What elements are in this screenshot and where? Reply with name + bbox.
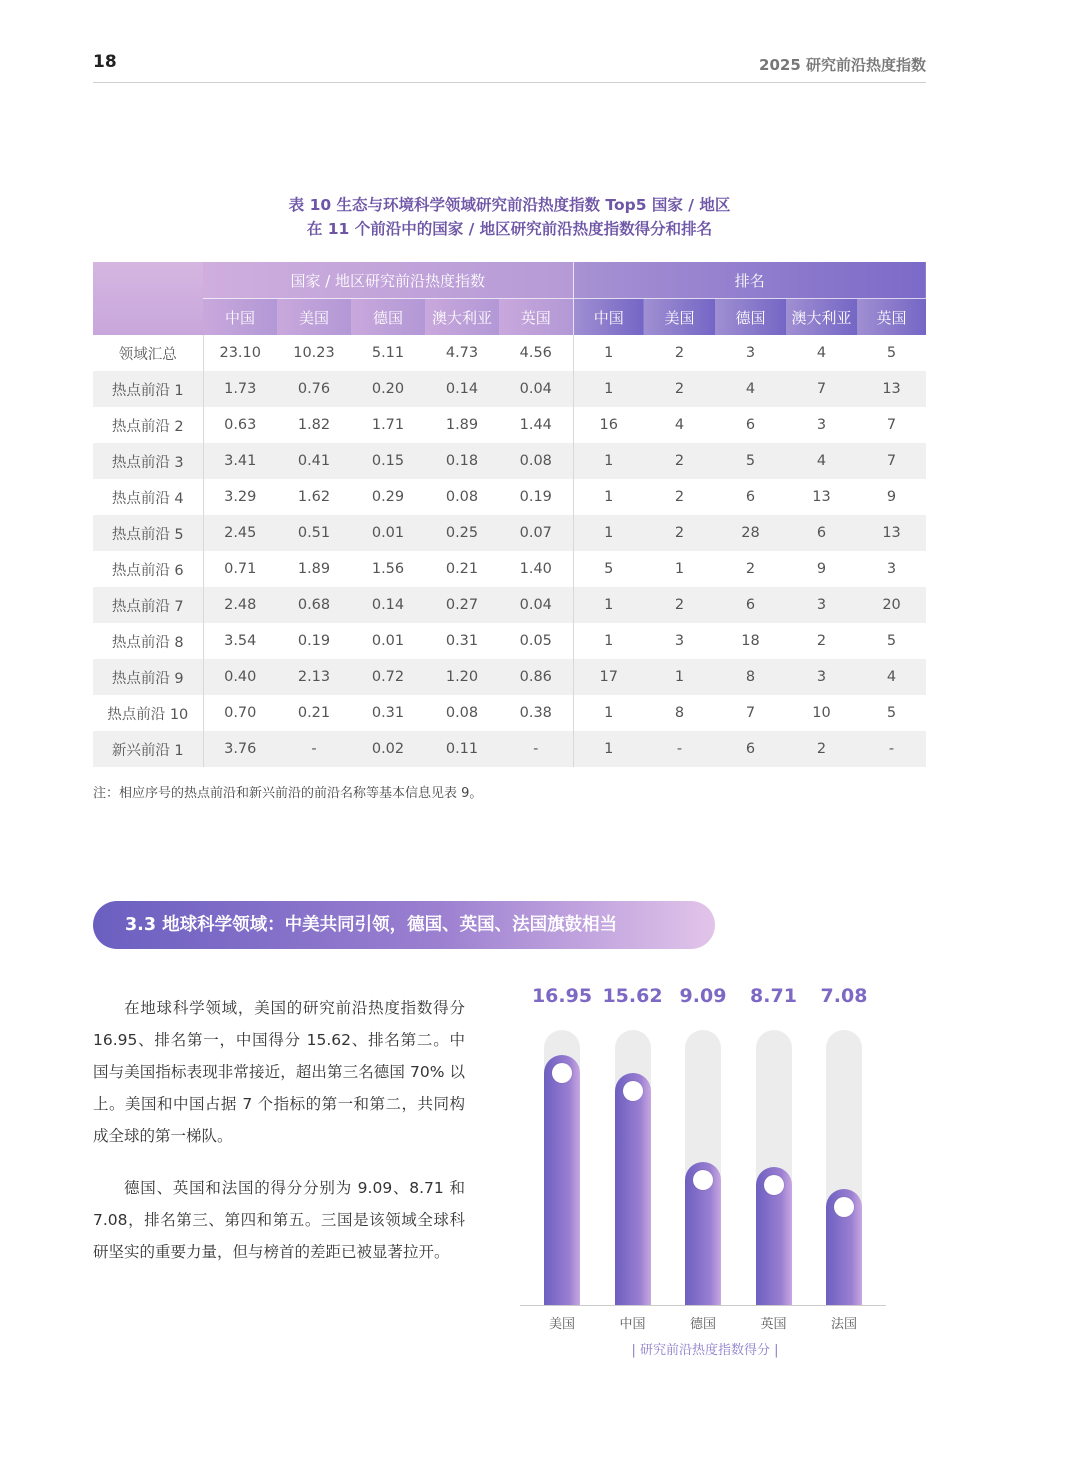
score-cell: 0.15: [351, 443, 425, 479]
score-cell: 0.08: [499, 443, 573, 479]
rank-cell: 5: [886, 705, 897, 721]
rank-cell: 2: [644, 371, 715, 407]
table-row: [93, 479, 926, 515]
score-cell: 1.89: [445, 417, 479, 433]
rank-cell: 1: [573, 623, 644, 659]
rank-cell: 13: [812, 489, 831, 505]
table-row: [93, 731, 926, 767]
report-title: 2025 研究前沿热度指数: [759, 56, 926, 74]
rank-cell: 4: [816, 345, 827, 361]
score-cell: 3.29: [203, 479, 277, 515]
rank-cell: 7: [745, 705, 756, 721]
score-cell: 0.31: [445, 633, 479, 649]
row-label: 热点前沿 8: [111, 634, 184, 651]
score-cell: 2.45: [203, 515, 277, 551]
rank-cell: 17: [573, 659, 644, 695]
score-cell: 0.40: [203, 659, 277, 695]
rank-cell: 3: [674, 633, 685, 649]
rank-cell: 5: [573, 551, 644, 587]
score-cell: 0.19: [297, 633, 331, 649]
rank-cell: 2: [644, 515, 715, 551]
rank-cell: 6: [745, 417, 756, 433]
rank-cell: 13: [857, 515, 926, 551]
row-label: 热点前沿 9: [93, 659, 203, 695]
bar-marker: [623, 1081, 643, 1101]
body-text: [93, 992, 465, 1288]
score-cell: 0.76: [277, 371, 351, 407]
score-header-country: 德国: [351, 299, 425, 336]
score-cell: 2.48: [203, 587, 277, 623]
table-row: [93, 623, 926, 659]
rank-cell: 28: [715, 515, 786, 551]
rank-cell: 4: [715, 371, 786, 407]
rank-group-header: 排名: [573, 262, 926, 299]
score-cell: 0.51: [277, 515, 351, 551]
rank-cell: 5: [886, 633, 897, 649]
bar-category-label: 德国: [689, 1317, 716, 1332]
rank-cell: 4: [857, 659, 926, 695]
rank-cell: 7: [886, 417, 897, 433]
page-number: 18: [93, 52, 117, 72]
rank-cell: -: [857, 731, 926, 767]
bar-category-label: 法国: [830, 1317, 857, 1332]
rank-header-country: 英国: [857, 299, 926, 336]
rank-cell: 1: [573, 695, 644, 731]
score-cell: 0.68: [277, 587, 351, 623]
score-cell: 1.82: [297, 417, 331, 433]
rank-cell: 1: [573, 731, 644, 767]
bar-value-label: 7.08: [820, 985, 868, 1007]
score-cell: 0.19: [519, 489, 552, 505]
score-cell: 0.11: [425, 731, 499, 767]
bar-value-label: 8.71: [750, 985, 797, 1007]
bar-value-label: 16.95: [531, 985, 593, 1007]
score-cell: 0.20: [351, 371, 425, 407]
score-cell: 0.31: [371, 705, 405, 721]
row-label: 新兴前沿 1: [93, 731, 203, 767]
row-label: 热点前沿 2: [111, 418, 184, 435]
rank-cell: 16: [573, 407, 644, 443]
rank-cell: 2: [674, 345, 685, 361]
rank-cell: 4: [786, 443, 857, 479]
rank-cell: 5: [715, 443, 786, 479]
score-cell: 0.70: [203, 695, 277, 731]
score-cell: 0.02: [351, 731, 425, 767]
rank-cell: 8: [715, 659, 786, 695]
table-row: [93, 371, 926, 407]
score-cell: 3.76: [203, 731, 277, 767]
score-cell: 3.41: [203, 443, 277, 479]
rank-cell: 1: [573, 479, 644, 515]
score-cell: 0.04: [499, 371, 573, 407]
rank-cell: 6: [715, 731, 786, 767]
score-cell: 0.08: [445, 705, 479, 721]
table-row: [93, 407, 926, 443]
rank-cell: 3: [786, 659, 857, 695]
bar-value-label: 9.09: [679, 985, 727, 1007]
score-cell: 1.20: [425, 659, 499, 695]
table-caption-line2: 在 11 个前沿中的国家 / 地区研究前沿热度指数得分和排名: [306, 220, 713, 238]
row-label: 热点前沿 4: [111, 490, 184, 507]
section-title: 3.3 地球科学领域：中美共同引领，德国、英国、法国旗鼓相当: [125, 915, 618, 935]
chart-caption: | 研究前沿热度指数得分 |: [631, 1343, 779, 1358]
rank-cell: 1: [573, 443, 644, 479]
score-cell: 0.21: [445, 561, 479, 577]
row-label: 热点前沿 5: [93, 515, 203, 551]
rank-cell: 20: [857, 587, 926, 623]
score-cell: 23.10: [203, 335, 277, 371]
score-header-country: 中国: [203, 299, 277, 336]
rank-cell: 1: [644, 659, 715, 695]
row-label: 热点前沿 6: [111, 562, 184, 579]
score-cell: 1.44: [519, 417, 552, 433]
score-bar-chart: [520, 985, 890, 1365]
row-label: 热点前沿 10: [107, 706, 189, 723]
table-note: 注：相应序号的热点前沿和新兴前沿的前沿名称等基本信息见表 9。: [93, 786, 483, 801]
score-cell: 2.13: [277, 659, 351, 695]
table-row: [93, 695, 926, 731]
score-cell: 0.14: [351, 587, 425, 623]
score-cell: 1.73: [203, 371, 277, 407]
rank-cell: 2: [786, 731, 857, 767]
bar-marker: [552, 1063, 572, 1083]
score-cell: 5.11: [371, 345, 405, 361]
bar-category-label: 英国: [760, 1317, 787, 1332]
score-header-country: 澳大利亚: [425, 299, 499, 336]
score-cell: 0.21: [297, 705, 331, 721]
bar-value-label: 15.62: [602, 985, 663, 1007]
rank-cell: 7: [786, 371, 857, 407]
table-body: [93, 335, 926, 767]
rank-cell: 6: [715, 587, 786, 623]
score-cell: 0.07: [499, 515, 573, 551]
score-cell: 0.01: [351, 515, 425, 551]
rank-cell: 5: [886, 345, 897, 361]
score-cell: 0.41: [277, 443, 351, 479]
rank-cell: 1: [674, 561, 685, 577]
score-cell: 0.18: [425, 443, 499, 479]
rank-cell: 3: [816, 417, 827, 433]
bar: [615, 1073, 651, 1305]
score-cell: 0.05: [519, 633, 552, 649]
row-label: 热点前沿 3: [93, 443, 203, 479]
rank-cell: 13: [857, 371, 926, 407]
score-cell: 4.73: [445, 345, 479, 361]
rank-cell: 6: [745, 489, 756, 505]
score-cell: 0.14: [425, 371, 499, 407]
country-header-row: [93, 299, 926, 336]
score-rank-table: [93, 262, 926, 767]
rank-cell: 4: [674, 417, 685, 433]
bar-category-label: 中国: [619, 1317, 646, 1332]
score-cell: 0.72: [351, 659, 425, 695]
rank-cell: -: [644, 731, 715, 767]
rank-cell: 9: [886, 489, 897, 505]
rank-cell: 1: [573, 335, 644, 371]
rank-header-country: 德国: [715, 299, 786, 336]
table-row: [93, 587, 926, 623]
rank-header-country: 中国: [573, 299, 644, 336]
score-cell: 0.29: [371, 489, 405, 505]
bar-category-label: 美国: [548, 1317, 575, 1332]
rank-cell: 1: [573, 587, 644, 623]
score-cell: 1.62: [297, 489, 331, 505]
score-cell: 0.27: [425, 587, 499, 623]
score-group-header: 国家 / 地区研究前沿热度指数: [203, 262, 573, 299]
score-cell: 0.01: [371, 633, 405, 649]
score-cell: 0.63: [203, 407, 277, 443]
score-cell: 0.86: [499, 659, 573, 695]
table-caption: [93, 193, 926, 241]
rank-cell: 2: [674, 489, 685, 505]
table-row: [93, 443, 926, 479]
score-cell: 1.89: [297, 561, 331, 577]
score-cell: -: [277, 731, 351, 767]
row-label: 热点前沿 7: [93, 587, 203, 623]
score-cell: 1.56: [371, 561, 405, 577]
page-header: [93, 52, 926, 83]
rank-cell: 6: [786, 515, 857, 551]
score-cell: 1.40: [519, 561, 552, 577]
score-cell: 0.38: [519, 705, 552, 721]
table-corner-cell: [93, 262, 203, 335]
rank-cell: 2: [745, 561, 756, 577]
rank-cell: 9: [816, 561, 827, 577]
rank-cell: 3: [786, 587, 857, 623]
rank-cell: 18: [741, 633, 760, 649]
score-header-country: 美国: [277, 299, 351, 336]
score-cell: 0.08: [445, 489, 479, 505]
row-label: 热点前沿 1: [93, 371, 203, 407]
bar: [544, 1055, 580, 1305]
score-cell: -: [499, 731, 573, 767]
body-paragraph-2: 德国、英国和法国的得分分别为 9.09、8.71 和 7.08，排名第三、第四和第五。三国是该领域全球科研坚实的重要力量，但与榜首的差距已被显著拉开。: [93, 1179, 465, 1261]
section-banner: [93, 901, 715, 949]
table-caption-line1: 表 10 生态与环境科学领域研究前沿热度指数 Top5 国家 / 地区: [288, 196, 731, 214]
rank-cell: 3: [745, 345, 756, 361]
rank-header-country: 美国: [644, 299, 715, 336]
score-cell: 0.71: [203, 551, 277, 587]
rank-cell: 2: [644, 443, 715, 479]
score-cell: 0.04: [499, 587, 573, 623]
row-label: 领域汇总: [118, 346, 177, 363]
table-row: [93, 659, 926, 695]
rank-cell: 10: [812, 705, 831, 721]
chart-baseline: [520, 1305, 886, 1306]
score-cell: 10.23: [293, 345, 335, 361]
rank-cell: 1: [573, 371, 644, 407]
bar-marker: [764, 1175, 784, 1195]
bar-marker: [693, 1170, 713, 1190]
table-row: [93, 515, 926, 551]
rank-cell: 1: [573, 515, 644, 551]
body-paragraph-1: 在地球科学领域，美国的研究前沿热度指数得分 16.95、排名第一，中国得分 15.62、排名第二。中国与美国指标表现非常接近，超出第三名德国 70% 以上。美国和中国占据 7 个指标的第一和第二，共同构成全球的第一梯队。: [93, 999, 465, 1145]
score-header-country: 英国: [499, 299, 573, 336]
bar-marker: [834, 1197, 854, 1217]
score-cell: 4.56: [519, 345, 552, 361]
rank-header-country: 澳大利亚: [786, 299, 857, 336]
rank-cell: 7: [857, 443, 926, 479]
rank-cell: 2: [816, 633, 827, 649]
score-cell: 0.25: [425, 515, 499, 551]
score-cell: 1.71: [371, 417, 405, 433]
rank-cell: 8: [674, 705, 685, 721]
table-row: [93, 335, 926, 371]
rank-cell: 2: [644, 587, 715, 623]
score-cell: 3.54: [203, 623, 277, 659]
table-row: [93, 551, 926, 587]
rank-cell: 3: [886, 561, 897, 577]
